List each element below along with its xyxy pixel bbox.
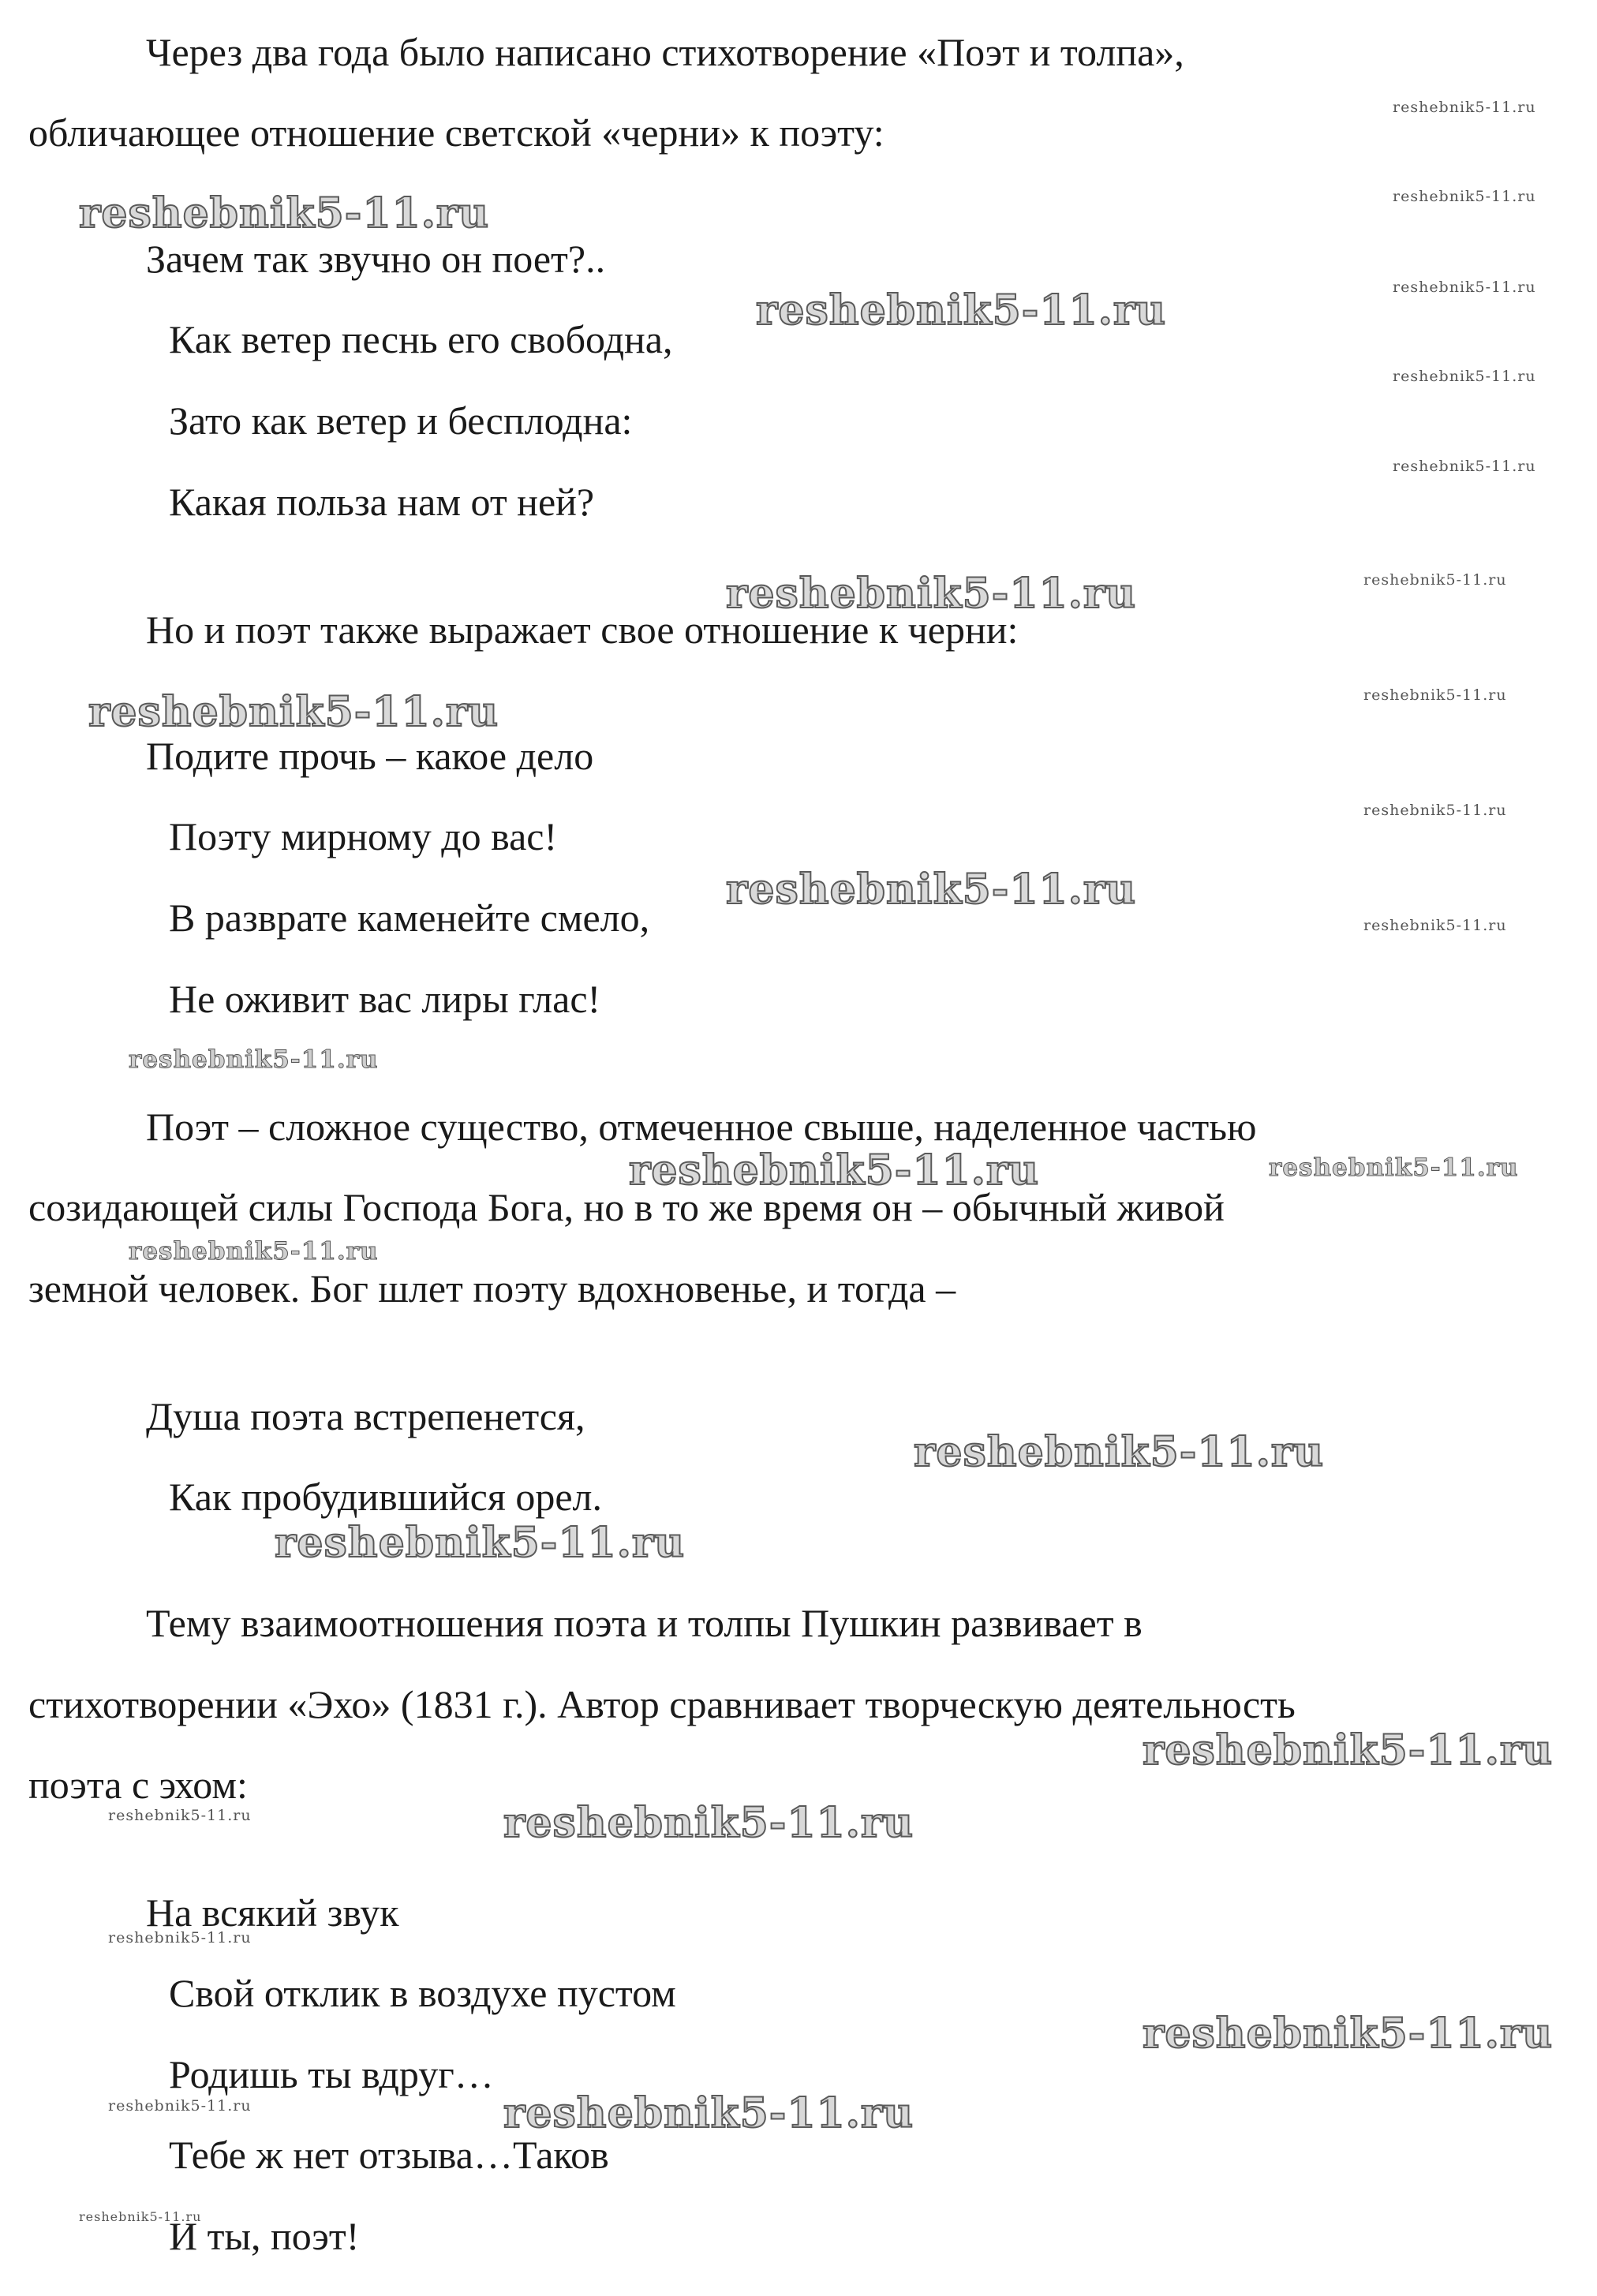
poem-line: Поэту мирному до вас! (169, 814, 558, 858)
watermark: reshebnik5-11.ru (129, 1237, 379, 1266)
watermark: reshebnik5-11.ru (88, 688, 499, 736)
watermark: reshebnik5-11.ru (1363, 802, 1507, 819)
text-line: стихотворении «Эхо» (1831 г.). Автор сравнивает творческую деятельность (28, 1682, 1296, 1726)
watermark: reshebnik5-11.ru (1363, 917, 1507, 934)
watermark: reshebnik5-11.ru (1393, 458, 1536, 475)
watermark: reshebnik5-11.ru (1393, 188, 1536, 205)
watermark: reshebnik5-11.ru (1269, 1154, 1519, 1182)
watermark: reshebnik5-11.ru (108, 2097, 252, 2115)
watermark: reshebnik5-11.ru (1363, 571, 1507, 589)
watermark: reshebnik5-11.ru (914, 1428, 1325, 1476)
poem-line: На всякий звук (146, 1890, 399, 1935)
watermark: reshebnik5-11.ru (726, 866, 1137, 914)
poem-line: Как ветер песнь его свободна, (169, 317, 673, 361)
poem-line: Душа поэта встрепенется, (146, 1394, 585, 1438)
watermark: reshebnik5-11.ru (1393, 279, 1536, 296)
watermark: reshebnik5-11.ru (1143, 1726, 1554, 1774)
poem-line: Зато как ветер и бесплодна: (169, 398, 633, 443)
watermark: reshebnik5-11.ru (79, 2209, 202, 2224)
watermark: reshebnik5-11.ru (726, 570, 1137, 618)
poem-line: Родишь ты вдруг… (169, 2052, 494, 2096)
poem-line: Какая польза нам от ней? (169, 480, 595, 524)
poem-line: Подите прочь – какое дело (146, 734, 594, 778)
watermark: reshebnik5-11.ru (108, 1929, 252, 1946)
text-line: поэта с эхом: (28, 1763, 248, 1807)
watermark: reshebnik5-11.ru (756, 286, 1167, 335)
watermark: reshebnik5-11.ru (108, 1807, 252, 1824)
text-line: земной человек. Бог шлет поэту вдохновенье, и тогда – (28, 1266, 956, 1311)
poem-line: И ты, поэт! (169, 2214, 360, 2258)
poem-line: Зачем так звучно он поет?.. (146, 237, 606, 281)
watermark: reshebnik5-11.ru (1393, 368, 1536, 385)
watermark: reshebnik5-11.ru (1393, 99, 1536, 116)
poem-line: Тебе ж нет отзыва…Таков (169, 2133, 609, 2177)
poem-line: Не оживит вас лиры глас! (169, 977, 601, 1021)
poem-line: Как пробудившийся орел. (169, 1475, 602, 1519)
watermark: reshebnik5-11.ru (79, 189, 490, 237)
watermark: reshebnik5-11.ru (129, 1045, 379, 1074)
text-line: обличающее отношение светской «черни» к поэту: (28, 110, 885, 155)
watermark: reshebnik5-11.ru (275, 1519, 686, 1567)
poem-line: Свой отклик в воздухе пустом (169, 1971, 676, 2015)
watermark: reshebnik5-11.ru (1363, 686, 1507, 704)
watermark: reshebnik5-11.ru (503, 1799, 914, 1847)
text-line: Через два года было написано стихотворение «Поэт и толпа», (146, 30, 1184, 74)
text-line: Но и поэт также выражает свое отношение к черни: (146, 608, 1019, 652)
watermark: reshebnik5-11.ru (503, 2089, 914, 2137)
watermark: reshebnik5-11.ru (1143, 2010, 1554, 2058)
text-line: созидающей силы Господа Бога, но в то же время он – обычный живой (28, 1185, 1225, 1229)
poem-line: В разврате каменейте смело, (169, 896, 650, 940)
text-line: Поэт – сложное существо, отмеченное свыше, наделенное частью (146, 1105, 1257, 1149)
text-line: Тему взаимоотношения поэта и толпы Пушкин развивает в (146, 1601, 1143, 1645)
watermark: reshebnik5-11.ru (629, 1146, 1040, 1195)
